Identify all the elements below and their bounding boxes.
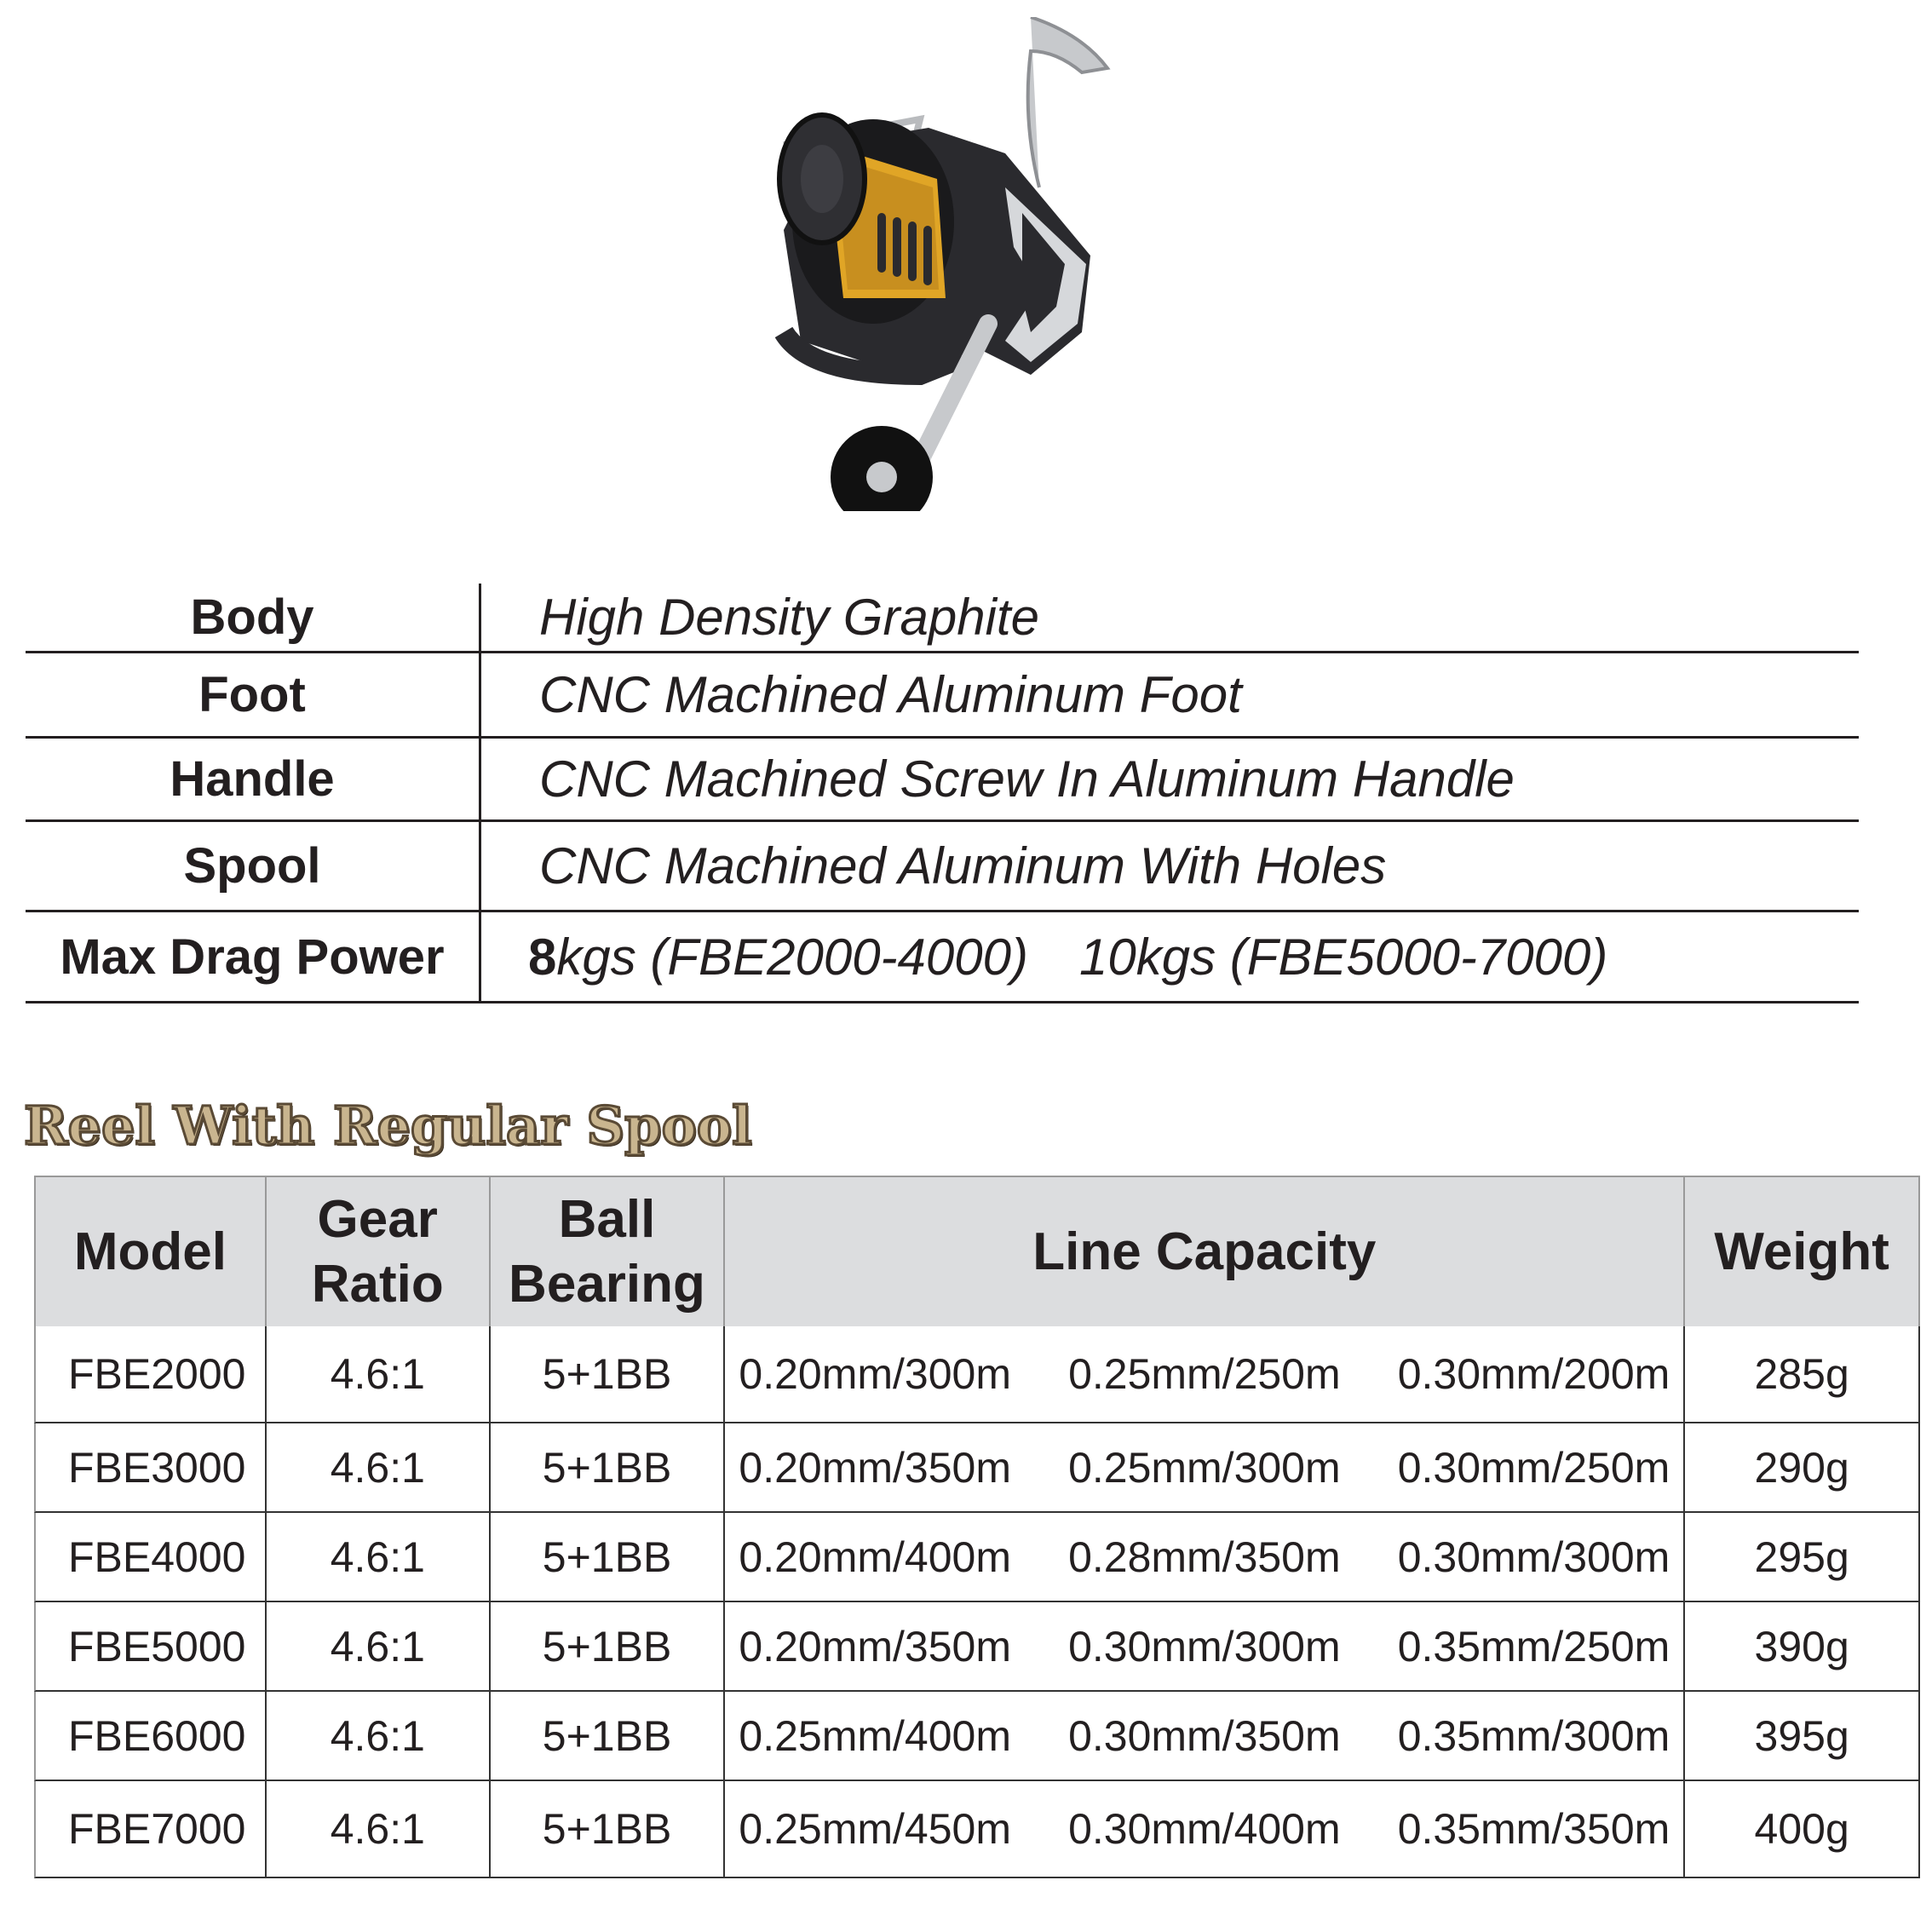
cell-capacity xyxy=(725,1513,1685,1601)
cell-capacity xyxy=(725,1326,1685,1422)
cell-gear: 4.6:1 xyxy=(267,1781,491,1877)
header-gear-ratio xyxy=(267,1177,491,1326)
spec-value: High Density Graphite xyxy=(539,589,1039,646)
capacity-value: 0.35mm/250m xyxy=(1397,1622,1670,1670)
table-row xyxy=(34,1423,1920,1513)
table-header xyxy=(34,1176,1920,1326)
spec-label: Body xyxy=(26,584,481,651)
cell-weight: 290g xyxy=(1685,1423,1920,1511)
table-row xyxy=(34,1692,1920,1781)
capacity-value: 0.20mm/300m xyxy=(739,1350,1012,1398)
cell-bearing: 5+1BB xyxy=(491,1423,726,1511)
capacity-value: 0.30mm/250m xyxy=(1397,1443,1670,1492)
header-ball-bearing xyxy=(491,1177,726,1326)
capacity-value: 0.30mm/350m xyxy=(1068,1711,1341,1760)
capacity-value: 0.30mm/200m xyxy=(1397,1350,1670,1398)
cell-weight: 395g xyxy=(1685,1692,1920,1780)
spinning-reel-image xyxy=(750,17,1210,511)
capacity-value: 0.25mm/450m xyxy=(739,1805,1012,1853)
header-weight: Weight xyxy=(1685,1177,1920,1326)
header-gear-ratio-text: Gear Ratio xyxy=(311,1189,444,1314)
section-title: Reel With Regular Spool xyxy=(24,1095,752,1157)
cell-gear: 4.6:1 xyxy=(267,1326,491,1422)
spec-label: Foot xyxy=(26,653,481,736)
drag-value-2: 10kgs (FBE5000-7000) xyxy=(1079,928,1608,986)
cell-model: FBE7000 xyxy=(36,1781,267,1877)
spec-row-max-drag xyxy=(26,912,1859,1003)
cell-capacity xyxy=(725,1781,1685,1877)
cell-bearing: 5+1BB xyxy=(491,1513,726,1601)
cell-model: FBE2000 xyxy=(36,1326,267,1422)
capacity-value: 0.35mm/300m xyxy=(1397,1711,1670,1760)
spec-value: CNC Machined Aluminum With Holes xyxy=(539,837,1387,894)
cell-bearing: 5+1BB xyxy=(491,1602,726,1690)
drag-value-rest: kgs (FBE2000-4000) xyxy=(556,928,1028,986)
cell-capacity xyxy=(725,1602,1685,1690)
drag-value-bold: 8 xyxy=(528,928,557,986)
spec-row-handle xyxy=(26,739,1859,822)
table-row xyxy=(34,1513,1920,1602)
cell-capacity xyxy=(725,1692,1685,1780)
capacity-value: 0.25mm/300m xyxy=(1068,1443,1341,1492)
cell-bearing: 5+1BB xyxy=(491,1692,726,1780)
cell-weight: 390g xyxy=(1685,1602,1920,1690)
spec-table xyxy=(26,584,1859,1003)
cell-model: FBE6000 xyxy=(36,1692,267,1780)
header-line-capacity: Line Capacity xyxy=(725,1177,1685,1326)
cell-capacity xyxy=(725,1423,1685,1511)
spec-value xyxy=(481,928,1607,986)
spec-label: Spool xyxy=(26,822,481,910)
spec-row-body xyxy=(26,584,1859,653)
cell-weight: 295g xyxy=(1685,1513,1920,1601)
cell-gear: 4.6:1 xyxy=(267,1692,491,1780)
cell-gear: 4.6:1 xyxy=(267,1513,491,1601)
header-ball-bearing-text: Ball Bearing xyxy=(509,1189,705,1314)
spec-value: CNC Machined Screw In Aluminum Handle xyxy=(539,750,1515,808)
cell-weight: 285g xyxy=(1685,1326,1920,1422)
cell-model: FBE4000 xyxy=(36,1513,267,1601)
table-row xyxy=(34,1781,1920,1878)
cell-bearing: 5+1BB xyxy=(491,1326,726,1422)
cell-weight: 400g xyxy=(1685,1781,1920,1877)
spec-label: Handle xyxy=(26,739,481,819)
capacity-value: 0.30mm/400m xyxy=(1068,1805,1341,1853)
table-row xyxy=(34,1602,1920,1692)
cell-gear: 4.6:1 xyxy=(267,1602,491,1690)
model-table xyxy=(34,1176,1920,1878)
cell-model: FBE5000 xyxy=(36,1602,267,1690)
capacity-value: 0.20mm/350m xyxy=(739,1443,1012,1492)
spec-row-foot xyxy=(26,653,1859,739)
header-model: Model xyxy=(36,1177,267,1326)
cell-bearing: 5+1BB xyxy=(491,1781,726,1877)
spec-label: Max Drag Power xyxy=(26,912,481,1001)
capacity-value: 0.25mm/400m xyxy=(739,1711,1012,1760)
cell-model: FBE3000 xyxy=(36,1423,267,1511)
capacity-value: 0.35mm/350m xyxy=(1397,1805,1670,1853)
capacity-value: 0.30mm/300m xyxy=(1068,1622,1341,1670)
spec-value: CNC Machined Aluminum Foot xyxy=(539,666,1242,723)
spec-row-spool xyxy=(26,822,1859,912)
table-row xyxy=(34,1326,1920,1423)
cell-gear: 4.6:1 xyxy=(267,1423,491,1511)
capacity-value: 0.28mm/350m xyxy=(1068,1532,1341,1581)
capacity-value: 0.25mm/250m xyxy=(1068,1350,1341,1398)
capacity-value: 0.20mm/400m xyxy=(739,1532,1012,1581)
capacity-value: 0.30mm/300m xyxy=(1397,1532,1670,1581)
capacity-value: 0.20mm/350m xyxy=(739,1622,1012,1670)
